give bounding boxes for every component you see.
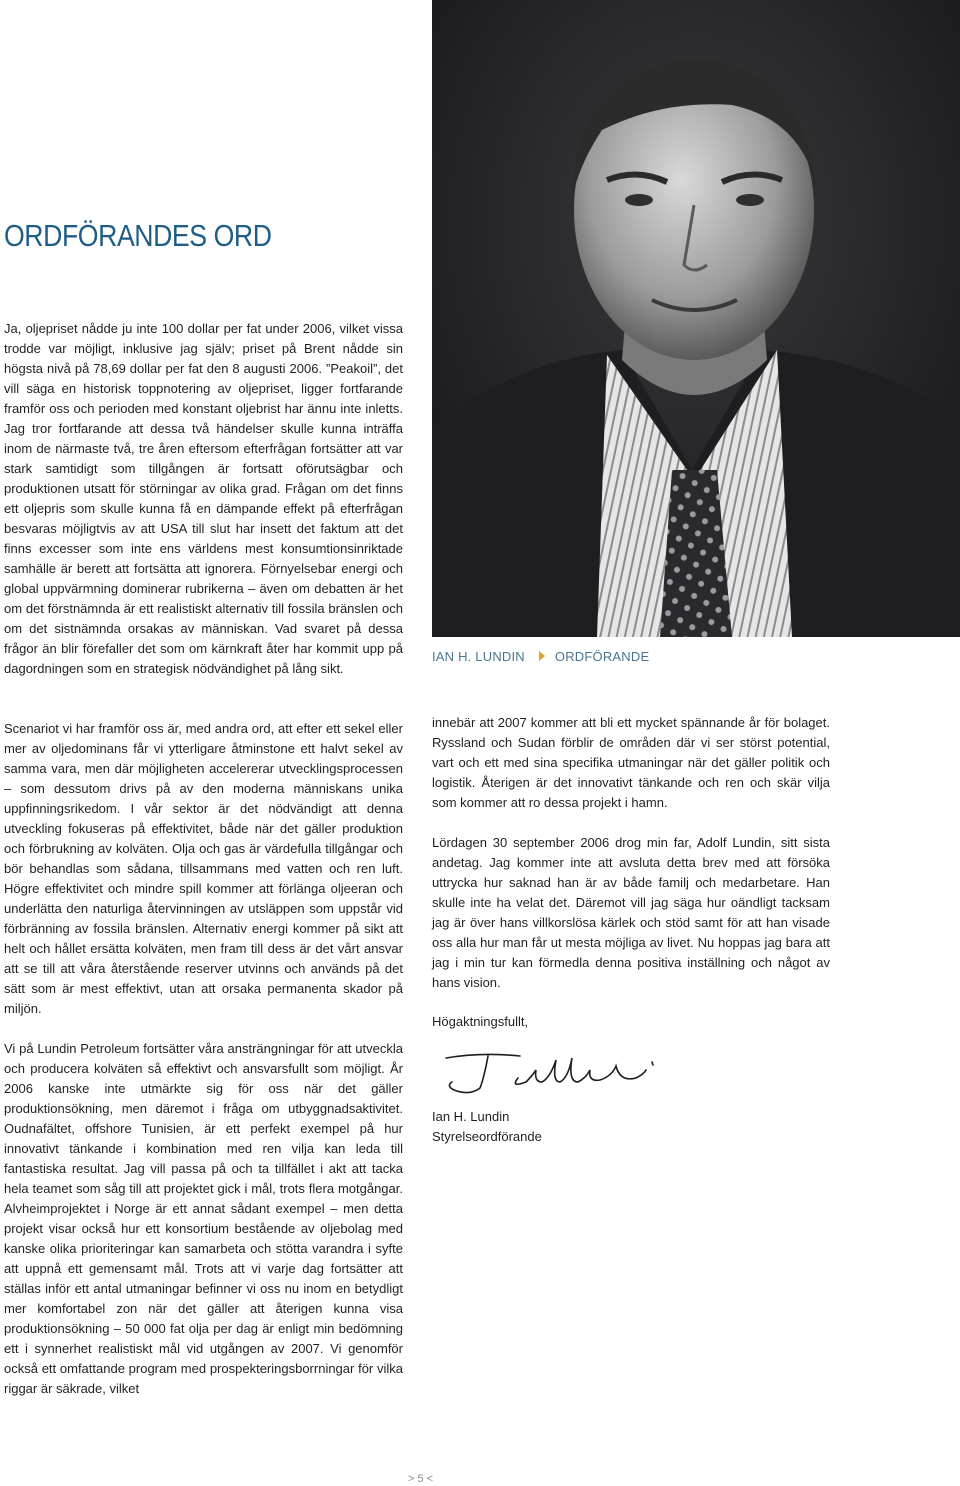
signer-name: Ian H. Lundin — [432, 1109, 510, 1124]
body-paragraph: Vi på Lundin Petroleum fortsätter våra ansträngningar för att utveckla och producera kolväten så effektivt och ansvarsfullt som möjligt. År 2006 kanske inte utmärkte sig för oss när det gäller produktionsökning, men däremot i fråga om utbyggnadsaktivitet. Oudnafältet, offshore Tunisien, är ett perfekt exempel på hur innovativt tänkande i kombination med ren vilja kan leda till fantastiska resultat. Jag vill passa på och ta tillfället i akt att tacka hela teamet som såg till att projektet gick i mål, trots flera motgångar. Alvheimprojektet i Norge är ett annat sådant exempel – men detta projekt visar också hur ett konsortium bestående av oljebolag med kanske olika prioriteringar kan samarbeta och stötta varandra i syfte att uppnå ett gemensamt mål. Trots att vi varje dag fortsätter att ställas inför ett antal utmaningar befinner vi oss nu inom en betydligt mer komfortabel zon när det gäller att återigen kunna visa produktionsökning – 50 000 fat olja per dag är enligt min bedömning ett i synnerhet realistiskt mål vid utgången av 2007. Vi genomför också ett omfattande program med prospekteringsborrningar för vilka riggar är säkrade, vilket — [4, 1041, 403, 1396]
handwritten-signature — [440, 1048, 670, 1098]
signer-title: Styrelseordförande — [432, 1129, 542, 1144]
page-title: ORDFÖRANDES ORD — [4, 218, 272, 253]
signer-block — [432, 1107, 830, 1147]
closing-salutation: Högaktningsfullt, — [432, 1014, 529, 1029]
page-number: > 5 < — [408, 1473, 434, 1485]
body-paragraph: innebär att 2007 kommer att bli ett mycket spännande år för bolaget. Ryssland och Sudan förblir de områden där vi ser störst potential, vart och ett med sina specifika utmaningar när det gäller politik och logistik. Återigen är det innovativt tänkande och ren och skär vilja som kommer att ro dessa projekt i hamn. — [432, 715, 830, 810]
caption-arrow-icon — [539, 651, 545, 661]
photo-caption — [432, 647, 649, 665]
portrait-photo — [432, 0, 960, 637]
caption-role: ORDFÖRANDE — [554, 648, 650, 664]
body-paragraph: Scenariot vi har framför oss är, med andra ord, att efter ett sekel eller mer av oljedominans får vi ytterligare åtminstone ett halvt sekel av samma vara, men där möjligheten accelererar utvecklingsprocessen – som dessutom drivs på av den moderna människans unika uppfinningsrikedom. I vår sektor är det nödvändigt att denna utveckling fokuseras på effektivitet, både när det gäller produktion och förbrukning av kolväten. Olja och gas är värdefulla tillgångar och bör behandlas som sådana, tillsammans med vatten och ren luft. Högre effektivitet och mindre spill kommer att förlänga oljeeran och underlätta den naturliga återvinningen av utsläppen som uppstår vid förbränning av fossila bränslen. Alternativ energi kommer på sikt att helt och hållet ersätta kolväten, men fram till dess är det vårt ansvar att se till att våra återstående reserver utvinns och används på det sätt som är mest effektivt, utan att orsaka permanenta skador på miljön. — [4, 721, 403, 1016]
body-paragraph: Lördagen 30 september 2006 drog min far, Adolf Lundin, sitt sista andetag. Jag kommer inte att avsluta detta brev med att försöka uttrycka hur saknad han är av både familj och medarbetare. Han skulle inte ha velat det. Däremot vill jag säga hur oändligt tacksam jag är över hans villkorslösa kärlek och stöd samt för att han visade oss alla hur man får ut mesta möjliga av livet. Nu hoppas jag bara att jag i min tur kan förmedla denna positiva inställning och något av hans vision. — [432, 835, 830, 990]
intro-paragraph: Ja, oljepriset nådde ju inte 100 dollar per fat under 2006, vilket vissa trodde var möjligt, inklusive jag själv; priset på Brent nådde sin högsta nivå på 78,69 dollar per fat den 8 augusti 2006. ”Peakoil”, det vill säga en historisk toppnotering av oljepriset, ligger fortfarande framför oss och perioden med konstant oljebrist har ännu inte inletts. Jag tror fortfarande att dessa två händelser skulle kunna inträffa inom de närmaste två, tre åren eftersom efterfrågan fortsätter att var stark samtidigt som tillgången är fortsatt oförutsägbar och produktionen utsatt för störningar av olika grad. Frågan om det finns ett oljepris som skulle kunna få en dämpande effekt på efterfrågan besvaras möjligtvis av att USA till slut har insett det faktum att det finns excesser som inte ens världens mest konsumtionsinriktade samhälle är berett att fortsätta att ignorera. Förnyelsebar energi och global uppvärmning dominerar rubrikerna – även om debatten är het om det förstnämnda är ett realistiskt alternativ till fossila bränslen och om det sistnämnda orsakas av människan. Vad svaret på dessa frågor än blir förefaller det som om kärnkraft åter har kommit upp på dagordningen som en strategisk nödvändighet på lång sikt. — [4, 321, 403, 676]
caption-name: IAN H. LUNDIN — [432, 648, 525, 664]
